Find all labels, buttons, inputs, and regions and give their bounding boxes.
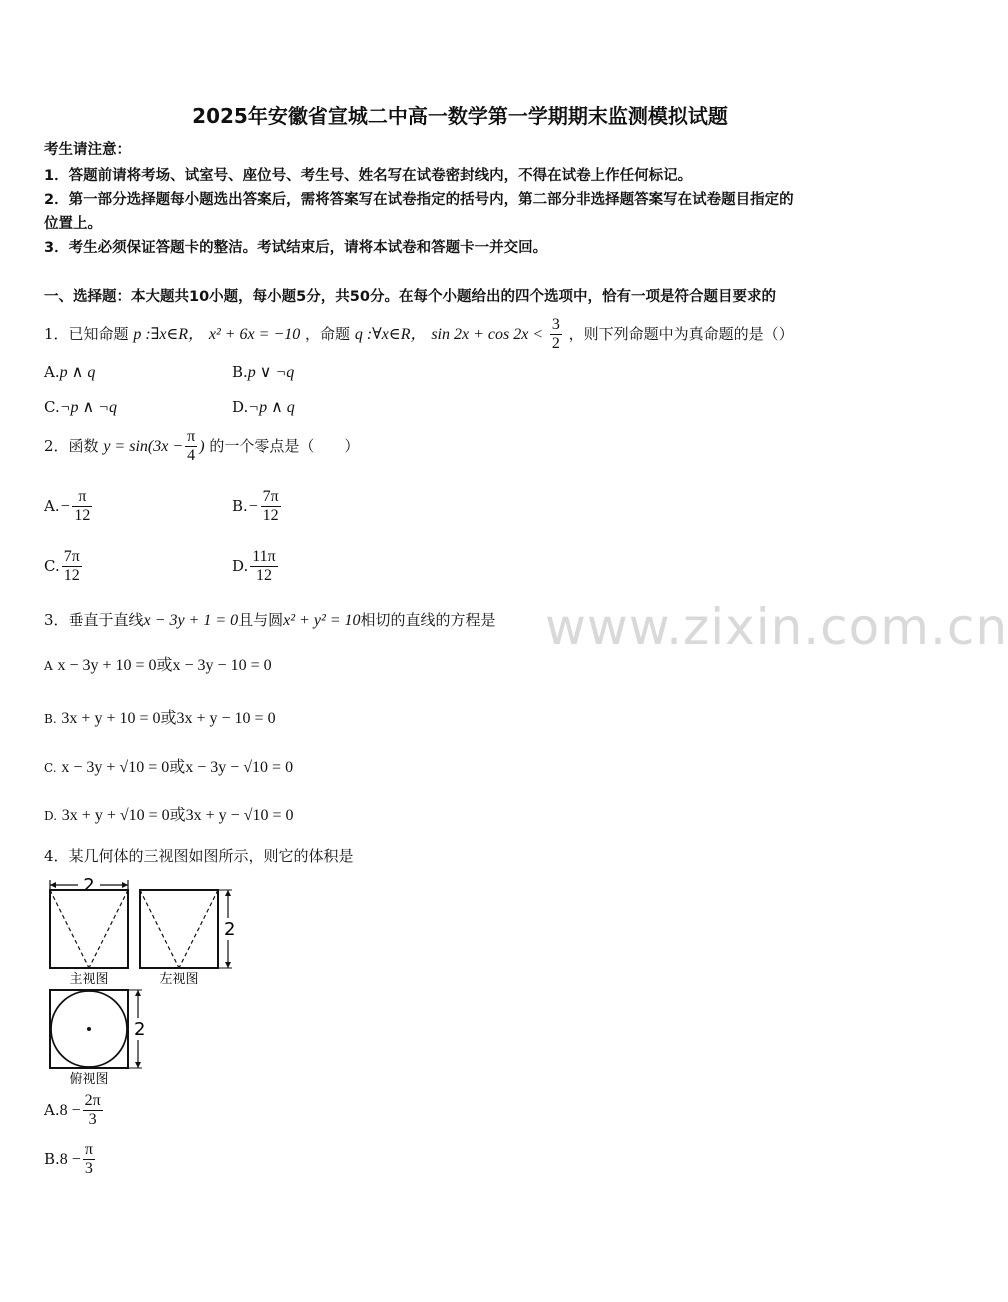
q1-fraction bbox=[550, 316, 562, 354]
option-value: 3x + y + √10 = 0或3x + y − √10 = 0 bbox=[61, 807, 294, 824]
option-value: p ∧ q bbox=[59, 364, 96, 381]
notice-item-2: 2．第一部分选择题每小题选出答案后，需将答案写在试卷指定的括号内，第二部分非选择题答案写在试卷题目指定的 bbox=[44, 192, 794, 208]
left-view-label: 左视图 bbox=[159, 972, 199, 987]
q2-number: 2．函数 bbox=[44, 436, 99, 455]
q1-option-c[interactable] bbox=[44, 397, 117, 417]
option-frac-num: 7π bbox=[62, 548, 82, 567]
option-label: C. bbox=[44, 398, 60, 416]
top-dim-label: 2 bbox=[134, 1019, 146, 1040]
option-label: D. bbox=[232, 556, 249, 575]
option-value: x − 3y + 10 = 0或x − 3y − 10 = 0 bbox=[57, 657, 272, 674]
q1-eq2: sin 2x + cos 2x < bbox=[431, 325, 544, 343]
question-4: 4．某几何体的三视图如图所示，则它的体积是 bbox=[44, 847, 354, 865]
top-view-label: 俯视图 bbox=[69, 1072, 109, 1087]
option-frac-den: 12 bbox=[262, 507, 279, 525]
notice-item-2-cont: 位置上。 bbox=[44, 216, 102, 232]
q1-frac-den: 2 bbox=[551, 335, 560, 353]
option-label: B. bbox=[44, 1149, 60, 1168]
q3-option-a[interactable] bbox=[44, 652, 272, 675]
q3-circle: x² + y² = 10 bbox=[283, 612, 361, 629]
option-fraction bbox=[62, 548, 82, 586]
left-view bbox=[140, 890, 235, 987]
q1-mid: ，命题 bbox=[305, 324, 351, 343]
option-value: x − 3y + √10 = 0或x − 3y − √10 = 0 bbox=[61, 759, 294, 776]
q2-frac-den: 4 bbox=[187, 447, 196, 465]
option-prefix: 8 − bbox=[59, 1150, 81, 1168]
notice-heading: 考生请注意： bbox=[44, 142, 131, 158]
q1-option-d[interactable] bbox=[232, 397, 295, 417]
option-frac-den: 12 bbox=[256, 567, 272, 585]
q3-number: 3．垂直于直线 bbox=[44, 611, 144, 629]
option-label: A bbox=[44, 659, 53, 673]
section-heading: 一、选择题：本大题共10小题，每小题5分，共50分。在每个小题给出的四个选项中，恰有一项是符合题目要求的 bbox=[44, 289, 776, 305]
q1-option-b[interactable] bbox=[232, 362, 294, 382]
q2-option-d[interactable] bbox=[232, 548, 280, 586]
question-1 bbox=[44, 316, 794, 354]
notice-item-3: 3．考生必须保证答题卡的整洁。考试结束后，请将本试卷和答题卡一并交回。 bbox=[44, 240, 548, 256]
option-sign: − bbox=[247, 497, 259, 515]
option-label: C. bbox=[44, 556, 60, 575]
q1-number: 1．已知命题 bbox=[44, 324, 129, 343]
q2-option-a[interactable] bbox=[44, 488, 94, 526]
front-view-label: 主视图 bbox=[69, 972, 109, 987]
q2-expr-a: y = sin(3x − bbox=[103, 437, 184, 455]
page-title: 2025年安徽省宣城二中高一数学第一学期期末监测模拟试题 bbox=[192, 104, 728, 128]
option-label: B. bbox=[232, 363, 248, 381]
q3-tail: 相切的直线的方程是 bbox=[360, 611, 496, 629]
option-value: ¬p ∧ q bbox=[248, 399, 295, 416]
option-frac-den: 12 bbox=[74, 507, 91, 525]
front-view bbox=[50, 875, 128, 987]
option-frac-num: 11π bbox=[250, 548, 277, 567]
q2-frac-num: π bbox=[185, 428, 197, 447]
option-label: A. bbox=[44, 1100, 60, 1119]
option-fraction bbox=[250, 548, 277, 586]
option-value: ¬p ∧ ¬q bbox=[59, 399, 118, 416]
option-frac-num: π bbox=[83, 1141, 95, 1160]
option-frac-den: 12 bbox=[63, 567, 80, 585]
option-label: B. bbox=[44, 712, 57, 726]
q2-option-c[interactable] bbox=[44, 548, 84, 586]
notice-item-1: 1．答题前请将考场、试室号、座位号、考生号、姓名写在试卷密封线内，不得在试卷上作任何标记。 bbox=[44, 168, 693, 184]
q1-frac-num: 3 bbox=[550, 316, 562, 335]
q2-fraction bbox=[185, 428, 197, 466]
q3-line: x − 3y + 1 = 0 bbox=[143, 612, 239, 629]
q2-expr-b: ) bbox=[199, 437, 205, 455]
q1-p-def: p :∃x∈R， bbox=[133, 325, 205, 343]
option-fraction bbox=[261, 488, 281, 526]
option-value: 3x + y + 10 = 0或3x + y − 10 = 0 bbox=[61, 710, 276, 727]
q4-option-a[interactable] bbox=[44, 1092, 105, 1130]
option-label: A. bbox=[44, 363, 60, 381]
watermark: www.zixin.com.cn bbox=[545, 598, 1008, 656]
three-view-figure bbox=[40, 868, 250, 1090]
option-label: A. bbox=[44, 496, 60, 515]
q1-eq1: x² + 6x = −10 bbox=[208, 325, 301, 343]
q2-option-b[interactable] bbox=[232, 488, 283, 526]
q3-option-d[interactable] bbox=[44, 802, 294, 825]
option-label: D. bbox=[44, 809, 58, 823]
front-dim-label: 2 bbox=[83, 875, 95, 896]
q4-option-b[interactable] bbox=[44, 1141, 97, 1179]
option-fraction bbox=[72, 488, 92, 526]
option-frac-den: 3 bbox=[88, 1111, 97, 1129]
option-frac-num: 2π bbox=[83, 1092, 103, 1111]
option-label: C. bbox=[44, 761, 57, 775]
top-view bbox=[50, 990, 145, 1087]
question-2 bbox=[44, 428, 359, 466]
option-label: D. bbox=[232, 398, 249, 416]
option-frac-den: 3 bbox=[84, 1160, 93, 1178]
q3-option-c[interactable] bbox=[44, 754, 293, 777]
option-sign: − bbox=[59, 497, 71, 515]
option-frac-num: π bbox=[72, 488, 92, 507]
q3-option-b[interactable] bbox=[44, 705, 276, 728]
q2-tail: 的一个零点是（ ） bbox=[209, 436, 360, 455]
option-value: p ∨ ¬q bbox=[247, 364, 295, 381]
q3-mid: 且与圆 bbox=[238, 611, 284, 629]
option-frac-num: 7π bbox=[261, 488, 281, 507]
option-fraction bbox=[83, 1141, 95, 1179]
q1-option-a[interactable] bbox=[44, 362, 95, 382]
left-dim-label: 2 bbox=[224, 919, 236, 940]
option-label: B. bbox=[232, 496, 248, 515]
option-fraction bbox=[83, 1092, 103, 1130]
question-3 bbox=[44, 609, 496, 630]
q1-q-def: q :∀x∈R， bbox=[354, 325, 427, 343]
q1-tail: ，则下列命题中为真命题的是（） bbox=[568, 324, 794, 343]
option-prefix: 8 − bbox=[59, 1101, 81, 1119]
